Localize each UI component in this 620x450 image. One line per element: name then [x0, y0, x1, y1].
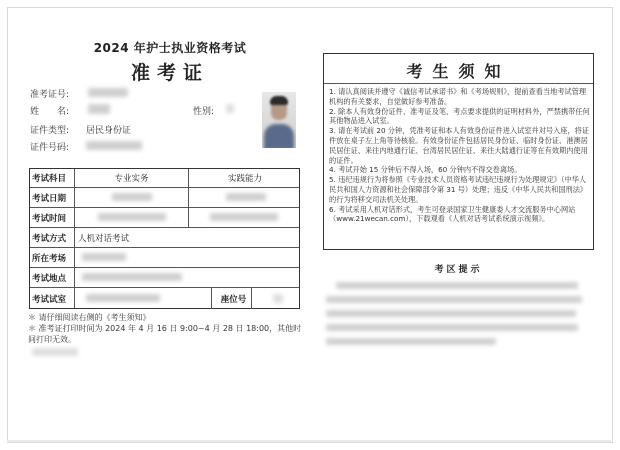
sheet-edge [7, 440, 611, 442]
notice-item: 5. 违纪违规行为将参照《专业技术人员资格考试违纪违规行为处理规定》（中华人民共和国人力资源和社会保障部令第 31 号）处理；违反《中华人民共和国刑法》的行为将移交司法机关处理。 [329, 175, 588, 204]
ticket-no-label: 准考证号: [30, 90, 70, 100]
ticket-notes [28, 312, 308, 345]
tips-line-redacted [326, 296, 582, 303]
tips-line-redacted [326, 324, 578, 331]
method-value: 人机对话考试 [78, 233, 130, 244]
subject-2: 实践能力 [227, 174, 262, 184]
method-label: 考试方式 [32, 233, 67, 244]
notice-body [329, 87, 591, 224]
subject-label: 考试科目 [32, 174, 67, 184]
notice-item: 3. 请在考试前 20 分钟，凭准考证和本人有效身份证件进入试室并对号入座，将证件放在桌子左上角等待核验。有效身份证件包括居民身份证、临时身份证、港澳居民居住证、来往内地通行证、台湾居民居住证、来往大陆通行证等在有效期内使用的证件。 [329, 126, 590, 165]
location-label: 考试地点 [32, 273, 67, 284]
tips-line-redacted [336, 282, 578, 289]
region-tips-title: 考区提示 [434, 265, 483, 275]
exam-title: 2024 年护士执业资格考试 [93, 41, 247, 55]
tips-line-redacted [326, 310, 576, 317]
id-type-label: 证件类型: [30, 126, 70, 136]
candidate-photo [262, 92, 296, 148]
location-redacted [82, 273, 182, 281]
notice-divider [324, 83, 593, 84]
date-label: 考试日期 [32, 193, 67, 204]
gender-label: 性别: [193, 107, 215, 117]
venue-redacted [82, 253, 126, 261]
name-redacted [88, 104, 110, 114]
candidate-notice-box [323, 53, 594, 250]
venue-label: 所在考场 [32, 253, 67, 264]
subject-1: 专业实务 [114, 174, 149, 184]
note-2: ＊ 准考证打印时间为 2024 年 4 月 16 日 9:00~4 月 28 日 18:00，其他时间打印无效。 [28, 324, 302, 344]
exam-info-table [29, 168, 300, 309]
note-1: ＊ 请仔细阅读右侧的《考生须知》 [28, 313, 151, 322]
seat-label: 座位号 [220, 294, 247, 305]
tips-line-redacted [326, 338, 496, 345]
time-1-redacted [98, 213, 166, 221]
footer-redacted [32, 348, 78, 356]
id-no-redacted [86, 141, 142, 150]
ticket-no-redacted [88, 88, 128, 97]
room-label: 考试试室 [32, 294, 67, 305]
notice-item: 4. 考试开始 15 分钟后不得入场，60 分钟内不得交卷离场。 [329, 165, 522, 175]
time-label: 考试时间 [32, 213, 67, 224]
id-type-value: 居民身份证 [86, 126, 132, 136]
date-1-redacted [112, 193, 152, 201]
notice-item: 2. 除本人有效身份证件、准考证及笔、考点要求提供的证明材料外，严禁携带任何其他物品进入试室。 [329, 106, 590, 126]
notice-item: 6. 考试采用人机对话形式，考生可登录国家卫生健康委人才交流服务中心网站（www.21wecan.com），下载观看《人机对话考试系统演示视频》。 [329, 204, 576, 224]
notice-item: 1. 请认真阅读并遵守《诚信考试承诺书》和《考场规则》，提前查看当地考试管理机构的有关要求，自觉做好参考准备。 [329, 87, 587, 106]
date-2-redacted [226, 193, 266, 201]
room-redacted [86, 294, 160, 302]
notice-title: 考生须知 [406, 62, 511, 81]
ticket-title: 准考证 [130, 62, 209, 84]
id-no-label: 证件号码: [30, 143, 70, 153]
time-2-redacted [210, 213, 278, 221]
name-label: 姓 名: [30, 107, 70, 117]
gender-redacted [226, 104, 234, 113]
seat-redacted [273, 294, 283, 303]
